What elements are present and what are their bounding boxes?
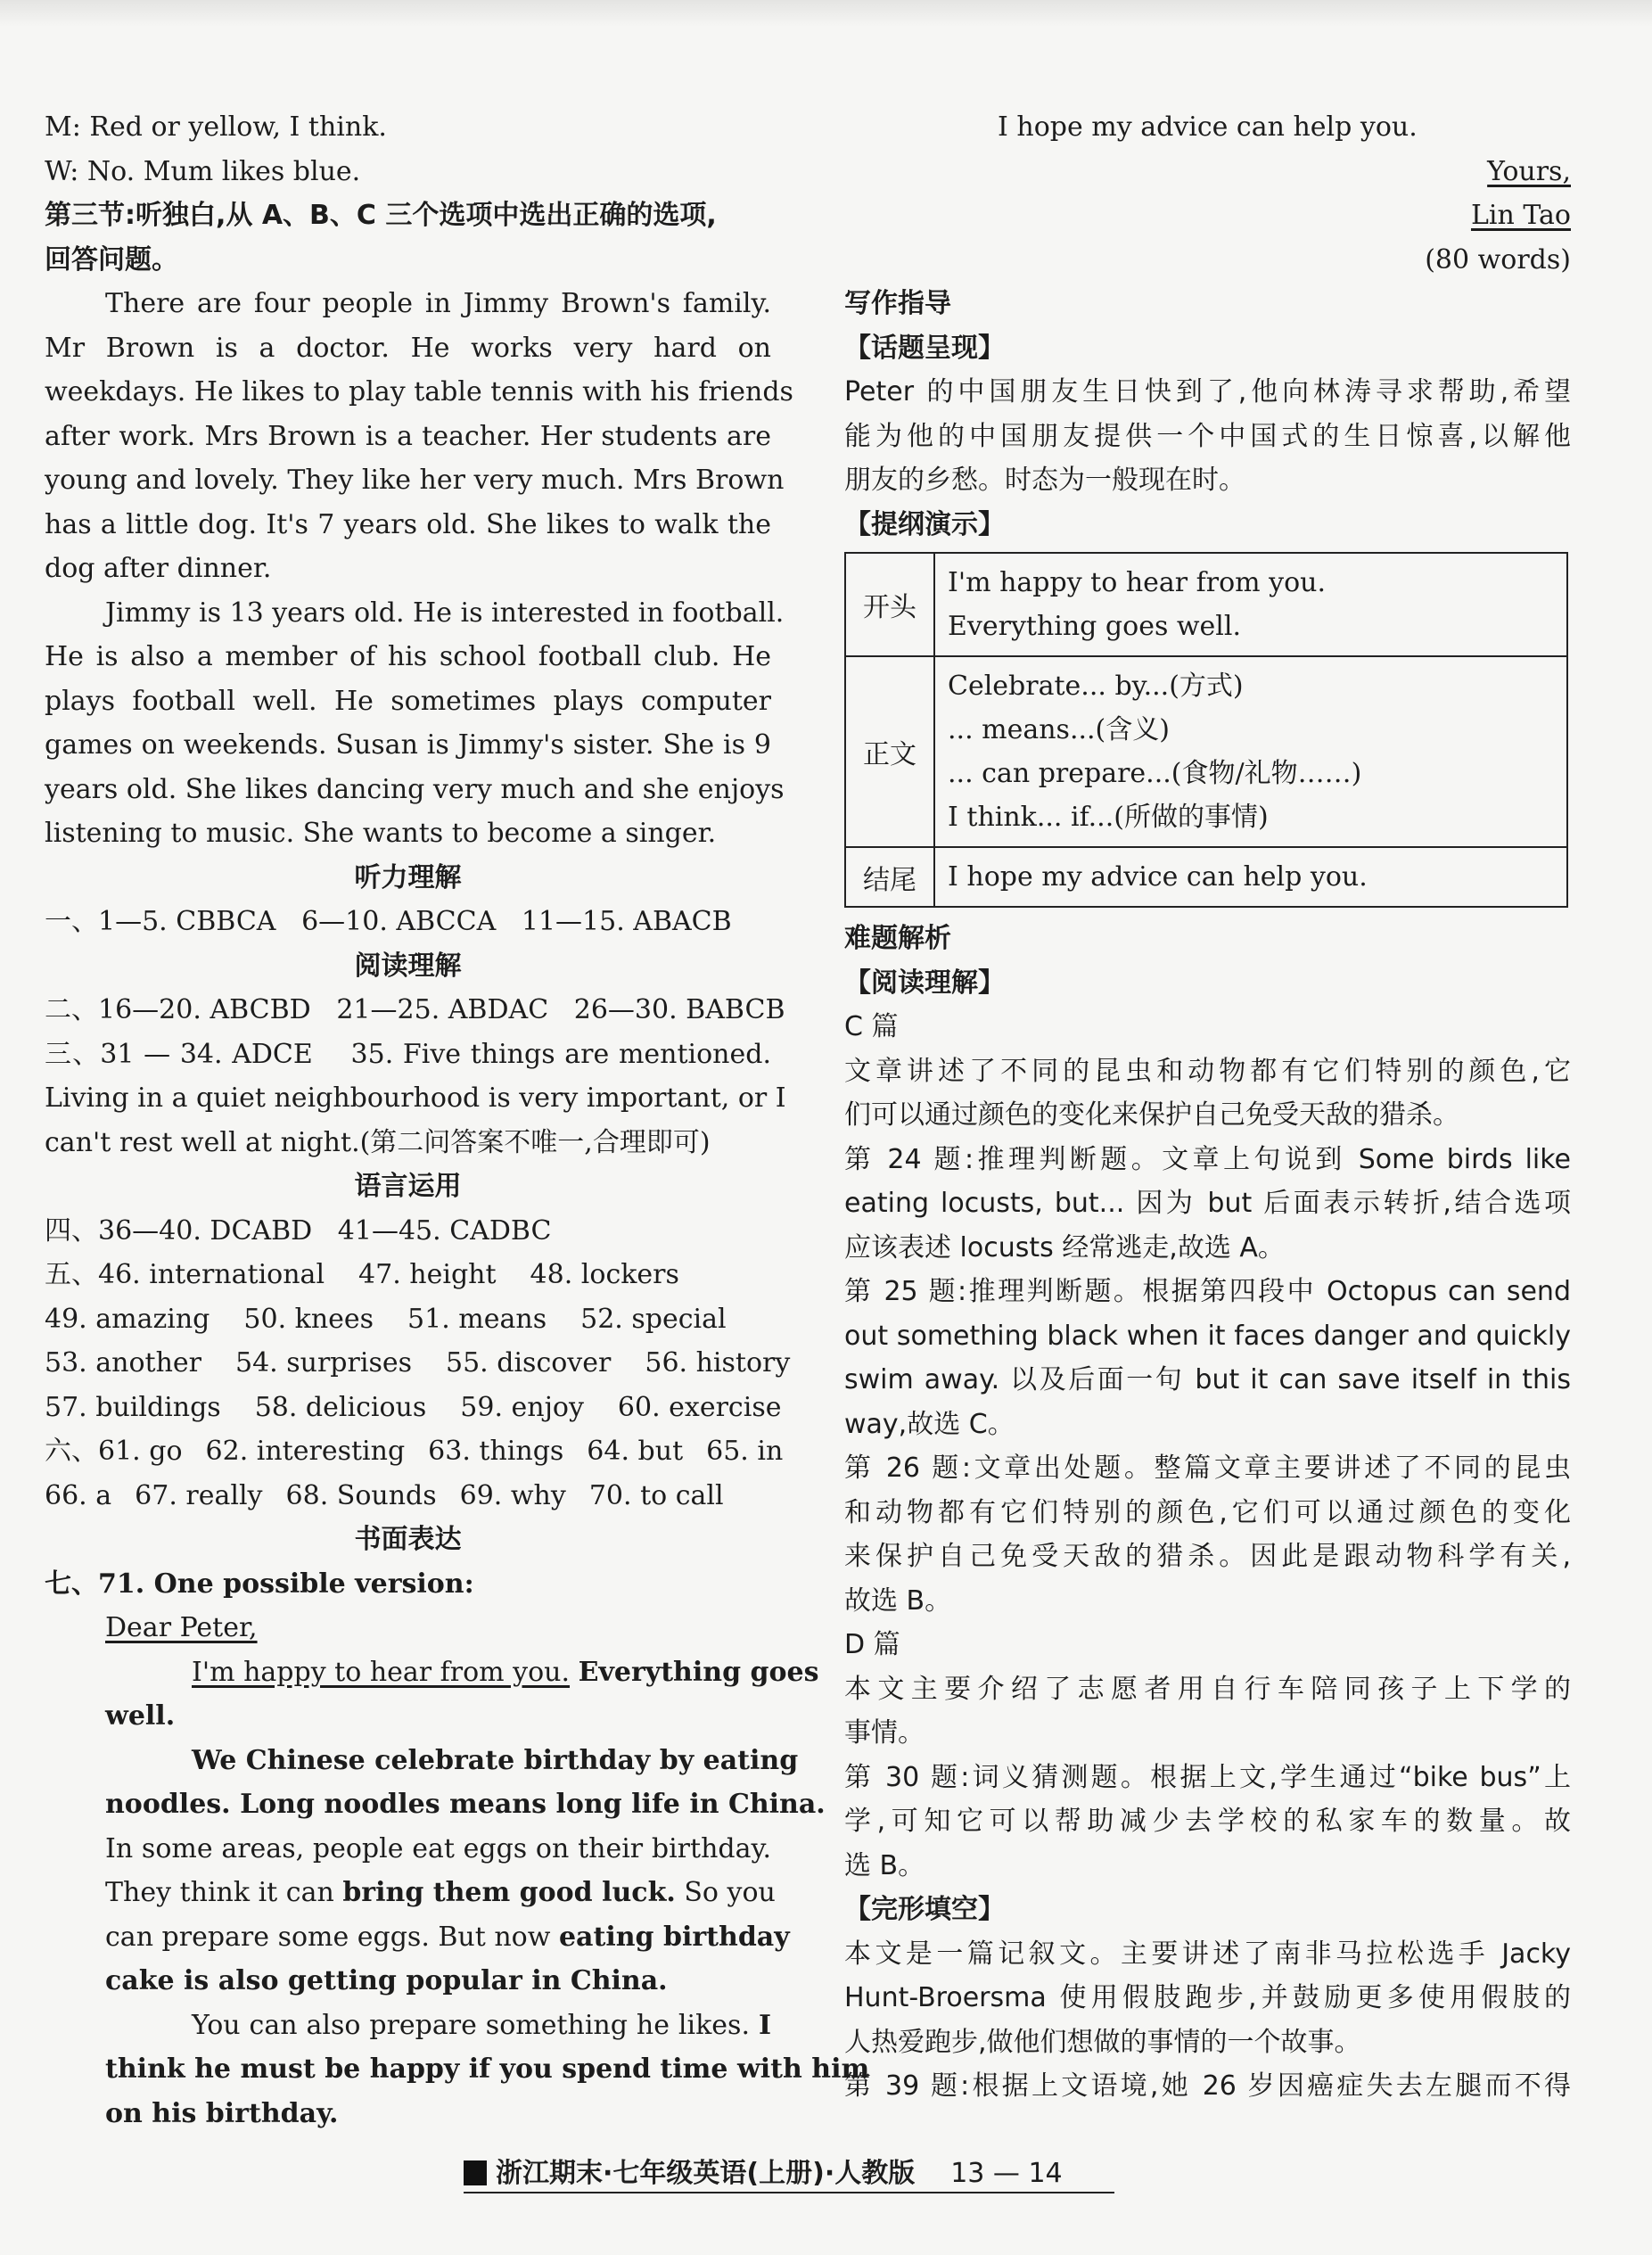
heading-writing-guide: 写作指导 xyxy=(844,288,951,319)
analysis-line: 第 26 题:文章出处题。整篇文章主要讲述了不同的昆虫 xyxy=(844,1453,1571,1484)
answer: 67. really xyxy=(135,1479,263,1511)
answer: 48. lockers xyxy=(530,1259,679,1290)
footer-title: 浙江期末·七年级英语(上册)·人教版 xyxy=(496,2158,916,2189)
analysis-line: 第 25 题:推理判断题。根据第四段中 Octopus can send xyxy=(844,1276,1571,1307)
answer: 65. in xyxy=(706,1436,784,1467)
answer: 47. height xyxy=(358,1259,497,1290)
monologue-line: Mr Brown is a doctor. He works very hard on xyxy=(45,332,771,364)
essay-line: noodles. Long noodles means long life in China. xyxy=(105,1789,826,1820)
answers-part-3: 三、31 — 34. ADCE 35. Five things are mentioned. xyxy=(45,1038,771,1070)
answer: 63. things xyxy=(428,1436,564,1467)
analysis-line: 本文是一篇记叙文。主要讲述了南非马拉松选手 Jacky xyxy=(844,1938,1571,1970)
analysis-line: Hunt-Broersma 使用假肢跑步,并鼓励更多使用假肢的 xyxy=(844,1982,1571,2013)
dialogue-line: M: Red or yellow, I think. xyxy=(45,111,387,143)
footer-rule xyxy=(464,2192,1114,2193)
outline-content: I hope my advice can help you. xyxy=(934,847,1567,907)
answer: 58. delicious xyxy=(254,1391,427,1423)
essay-sign-off: Yours, xyxy=(1487,155,1571,187)
essay-line: You can also prepare something he likes. I xyxy=(192,2009,771,2041)
outline-table xyxy=(844,552,1568,908)
analysis-line: 应该表述 locusts 经常逃走,故选 A。 xyxy=(844,1231,1285,1263)
essay-line: think he must be happy if you spend time with him xyxy=(105,2053,870,2085)
analysis-line: 故选 B。 xyxy=(844,1584,952,1617)
answer: 70. to call xyxy=(588,1479,724,1511)
answers-part-1: 一、1—5. CBBCA 6—10. ABCCA 11—15. ABACB xyxy=(45,906,732,937)
outline-row-ending xyxy=(845,847,1567,907)
monologue-line: after work. Mrs Brown is a teacher. Her students are xyxy=(45,420,771,452)
essay-signature: Lin Tao xyxy=(1470,200,1571,231)
answers-part-3: can't rest well at night.(第二问答案不唯一,合理即可) xyxy=(45,1126,711,1158)
passage-label: D 篇 xyxy=(844,1629,900,1660)
essay-intro: 七、71. One possible version: xyxy=(45,1568,474,1600)
analysis-line: way,故选 C。 xyxy=(844,1408,1015,1440)
answer: 68. Sounds xyxy=(285,1479,437,1511)
monologue-line: has a little dog. It's 7 years old. She likes to walk the xyxy=(45,508,771,540)
essay-line: on his birthday. xyxy=(105,2097,339,2129)
answer: 52. special xyxy=(580,1303,727,1335)
answer: 60. exercise xyxy=(617,1391,782,1423)
section-heading: 第三节:听独白,从 A、B、C 三个选项中选出正确的选项, xyxy=(45,200,717,231)
answers-part-2: 二、16—20. ABCBD 21—25. ABDAC 26—30. BABCB xyxy=(45,994,785,1025)
answer: 57. buildings xyxy=(45,1391,221,1423)
monologue-line: He is also a member of his school football club. He xyxy=(45,641,771,672)
analysis-line: 学,可知它可以帮助减少去学校的私家车的数量。故 xyxy=(844,1806,1571,1837)
answers-part-6-row xyxy=(45,1474,771,1518)
passage-label: C 篇 xyxy=(844,1011,899,1042)
topic-text: 能为他的中国朋友提供一个中国式的生日惊喜,以解他 xyxy=(844,420,1571,452)
analysis-line: 第 24 题:推理判断题。文章上句说到 Some birds like xyxy=(844,1143,1571,1175)
analysis-line: 来保护自己免受天敌的猎杀。因此是跟动物科学有关, xyxy=(844,1541,1571,1572)
heading-listening: 听力理解 xyxy=(354,861,462,893)
analysis-line: swim away. 以及后面一句 but it can save itself in this xyxy=(844,1364,1571,1395)
answers-part-5-row xyxy=(45,1297,771,1342)
monologue-line: young and lovely. They like her very much. Mrs Brown xyxy=(45,465,785,496)
outline-content: I'm happy to hear from you. Everything goes well. xyxy=(934,553,1567,656)
answers-part-5-row xyxy=(45,1386,782,1430)
answer: 50. knees xyxy=(243,1303,374,1335)
outline-row-opening xyxy=(845,553,1567,656)
cloze-heading: 【完形填空】 xyxy=(844,1894,1005,1925)
answer: 49. amazing xyxy=(45,1303,210,1335)
page-number: 13 — 14 xyxy=(950,2158,1063,2189)
monologue-line: Jimmy is 13 years old. He is interested in football. xyxy=(105,597,785,629)
answer: 59. enjoy xyxy=(460,1391,584,1423)
answer: 55. discover xyxy=(446,1347,612,1379)
page-footer xyxy=(464,2151,1212,2190)
answer: 53. another xyxy=(45,1347,201,1379)
answer: 69. why xyxy=(459,1479,566,1511)
analysis-line: 们可以通过颜色的变化来保护自己免受天敌的猎杀。 xyxy=(844,1099,1459,1131)
heading-language: 语言运用 xyxy=(354,1171,462,1202)
answers-part-6-row xyxy=(45,1429,784,1474)
analysis-line: 文章讲述了不同的昆虫和动物都有它们特别的颜色,它 xyxy=(844,1055,1571,1087)
right-column xyxy=(844,105,1571,2109)
outline-label: 正文 xyxy=(845,656,934,847)
essay-greeting: Dear Peter, xyxy=(105,1612,258,1643)
word-count: (80 words) xyxy=(1425,243,1571,276)
essay-closing: I hope my advice can help you. xyxy=(998,111,1418,143)
book-icon xyxy=(464,2160,487,2185)
outline-row-body xyxy=(845,656,1567,847)
outline-label: 开头 xyxy=(845,553,934,656)
monologue-line: dog after dinner. xyxy=(45,553,272,584)
topic-text: 朋友的乡愁。时态为一般现在时。 xyxy=(844,465,1245,496)
dialogue-line: W: No. Mum likes blue. xyxy=(45,155,361,187)
analysis-heading: 难题解析 xyxy=(844,923,951,954)
analysis-line: out something black when it faces danger and quickly xyxy=(844,1320,1571,1352)
answers-part-5-row xyxy=(45,1341,791,1386)
monologue-line: listening to music. She wants to become a singer. xyxy=(45,818,717,849)
page-top-shadow xyxy=(0,0,1652,27)
outline-content: Celebrate... by...(方式) ... means...(含义) ... can prepare...(食物/礼物……) I think... if...(所做的事情) xyxy=(934,656,1567,847)
analysis-line: 和动物都有它们特别的颜色,它们可以通过颜色的变化 xyxy=(844,1496,1571,1528)
heading-reading: 阅读理解 xyxy=(354,950,462,982)
analysis-line: 第 30 题:词义猜测题。根据上文,学生通过“bike bus”上 xyxy=(844,1761,1571,1793)
answer: 六、61. go xyxy=(45,1436,183,1467)
reading-heading: 【阅读理解】 xyxy=(844,967,1005,999)
analysis-line: 人热爱跑步,做他们想做的事情的一个故事。 xyxy=(844,2026,1361,2058)
answers-part-4: 四、36—40. DCABD 41—45. CADBC xyxy=(45,1214,552,1247)
essay-line: They think it can bring them good luck. So you xyxy=(105,1877,776,1908)
answers-part-3: Living in a quiet neighbourhood is very important, or I xyxy=(45,1082,786,1114)
essay-line: well. xyxy=(105,1700,176,1732)
essay-line: In some areas, people eat eggs on their birthday. xyxy=(105,1832,771,1864)
answer: 56. history xyxy=(645,1347,791,1379)
answer: 62. interesting xyxy=(205,1436,406,1467)
monologue-line: games on weekends. Susan is Jimmy's sister. She is 9 xyxy=(45,729,771,761)
essay-line: cake is also getting popular in China. xyxy=(105,1965,668,1996)
analysis-line: 事情。 xyxy=(844,1717,925,1749)
answers-part-5-row xyxy=(45,1253,771,1297)
answer: 51. means xyxy=(407,1303,547,1335)
topic-heading: 【话题呈现】 xyxy=(844,332,1005,364)
monologue-line: weekdays. He likes to play table tennis with his friends xyxy=(45,376,793,407)
outline-label: 结尾 xyxy=(845,847,934,907)
outline-heading: 【提纲演示】 xyxy=(844,508,1005,540)
analysis-line: 第 39 题:根据上文语境,她 26 岁因癌症失去左腿而不得 xyxy=(844,2070,1571,2102)
analysis-line: eating locusts, but... 因为 but 后面表示转折,结合选项 xyxy=(844,1188,1571,1219)
answer: 66. a xyxy=(45,1479,112,1511)
answer: 64. but xyxy=(587,1436,684,1467)
topic-text: Peter 的中国朋友生日快到了,他向林涛寻求帮助,希望 xyxy=(844,376,1571,407)
monologue-line: years old. She likes dancing very much and she enjoys xyxy=(45,773,785,805)
essay-line: can prepare some eggs. But now eating birthday xyxy=(105,1921,790,1953)
analysis-line: 本文主要介绍了志愿者用自行车陪同孩子上下学的 xyxy=(844,1673,1571,1705)
left-column xyxy=(45,105,870,2136)
monologue-line: There are four people in Jimmy Brown's family. xyxy=(105,288,771,319)
answer: 54. surprises xyxy=(235,1347,412,1379)
analysis-line: 选 B。 xyxy=(844,1849,925,1881)
answer: 五、46. international xyxy=(45,1259,325,1290)
monologue-line: plays football well. He sometimes plays computer xyxy=(45,685,771,717)
heading-writing: 书面表达 xyxy=(354,1524,462,1555)
essay-line: We Chinese celebrate birthday by eating xyxy=(192,1744,799,1776)
essay-line: I'm happy to hear from you. Everything goes xyxy=(192,1656,819,1688)
section-heading: 回答问题。 xyxy=(45,243,178,276)
